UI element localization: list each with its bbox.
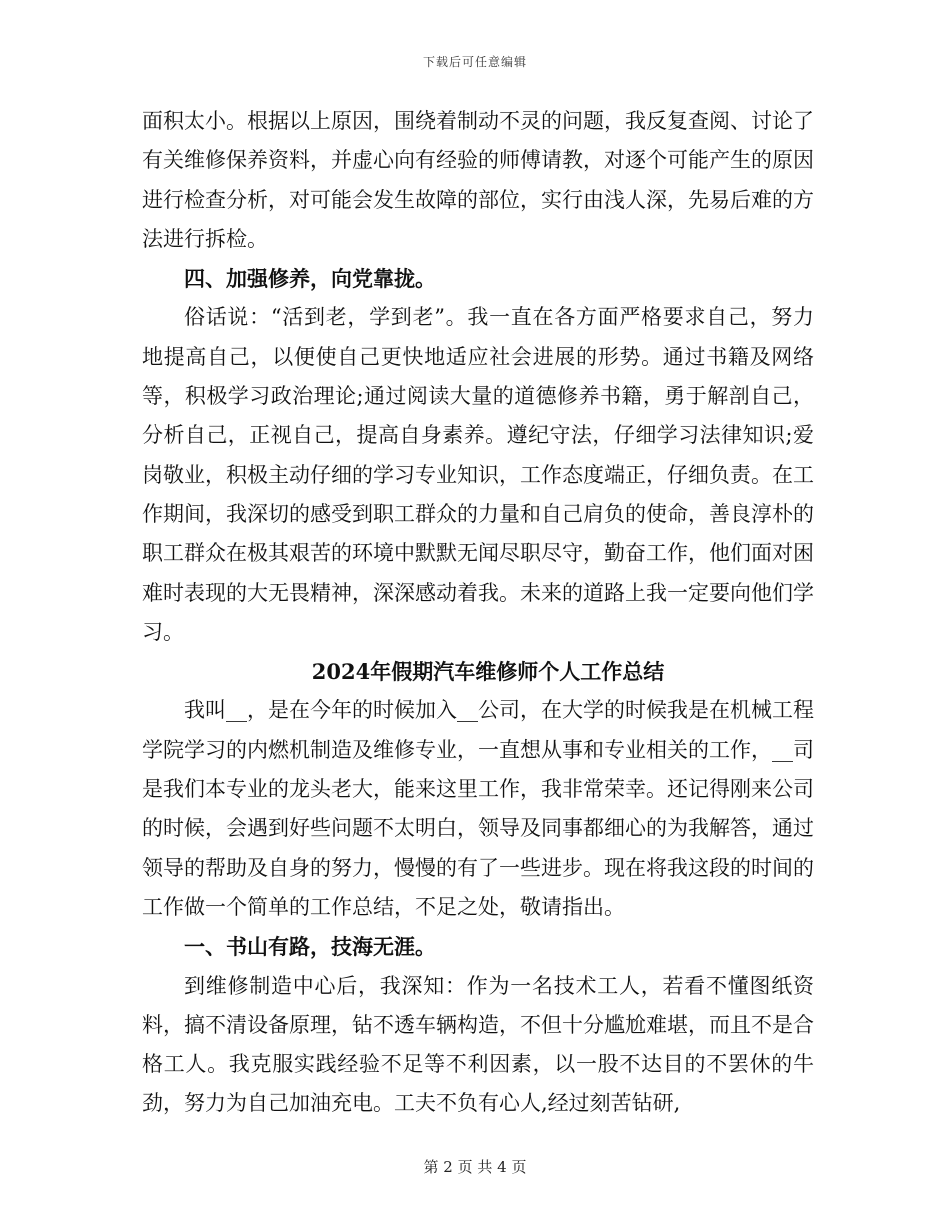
document-body xyxy=(142,102,814,1124)
paragraph-self-cultivation: 俗话说：“活到老，学到老”。我一直在各方面严格要求自己，努力地提高自己，以便使自己更快地适应社会进展的形势。通过书籍及网络等，积极学习政治理论;通过阅读大量的道德修养书籍，勇于解剖自己，分析自己，正视自己，提高自身素养。遵纪守法，仔细学习法律知识;爱岗敬业，积极主动仔细的学习专业知识，工作态度端正，仔细负责。在工作期间，我深切的感受到职工群众的力量和自己肩负的使命，善良淳朴的职工群众在极其艰苦的环境中默默无闻尽职尽守，勤奋工作，他们面对困难时表现的大无畏精神，深深感动着我。未来的道路上我一定要向他们学习。 xyxy=(142,305,814,644)
section-heading-4: 四、加强修养，向党靠拢。 xyxy=(184,266,436,292)
paragraph-continued: 面积太小。根据以上原因，围绕着制动不灵的问题，我反复查阅、讨论了有关维修保养资料，并虚心向有经验的师傅请教，对逐个可能产生的原因进行检查分析，对可能会发生故障的部位，实行由浅人深，先易后难的方法进行拆检。 xyxy=(142,109,814,251)
paragraph-introduction: 我叫__，是在今年的时候加入__公司，在大学的时候我是在机械工程学院学习的内燃机制造及维修专业，一直想从事和专业相关的工作，__司是我们本专业的龙头老大，能来这里工作，我非常荣幸。还记得刚来公司的时候，会遇到好些问题不太明白，领导及同事都细心的为我解答，通过领导的帮助及自身的努力，慢慢的有了一些进步。现在将我这段的时间的工作做一个简单的工作总结，不足之处，敬请指出。 xyxy=(142,698,814,919)
section-heading-1: 一、书山有路，技海无涯。 xyxy=(184,934,436,960)
page-footer: 第 2 页 共 4 页 xyxy=(423,1158,527,1176)
paragraph-learning: 到维修制造中心后，我深知：作为一名技术工人，若看不懂图纸资料，搞不清设备原理，钻不透车辆构造，不但十分尴尬难堪，而且不是合格工人。我克服实践经验不足等不利因素，以一股不达目的不罢休的牛劲，努力为自己加油充电。工夫不负有心人,经过刻苦钻研, xyxy=(142,973,814,1116)
document-title: 2024年假期汽车维修师个人工作总结 xyxy=(311,659,665,685)
page-header: 下载后可任意编辑 xyxy=(422,55,527,69)
